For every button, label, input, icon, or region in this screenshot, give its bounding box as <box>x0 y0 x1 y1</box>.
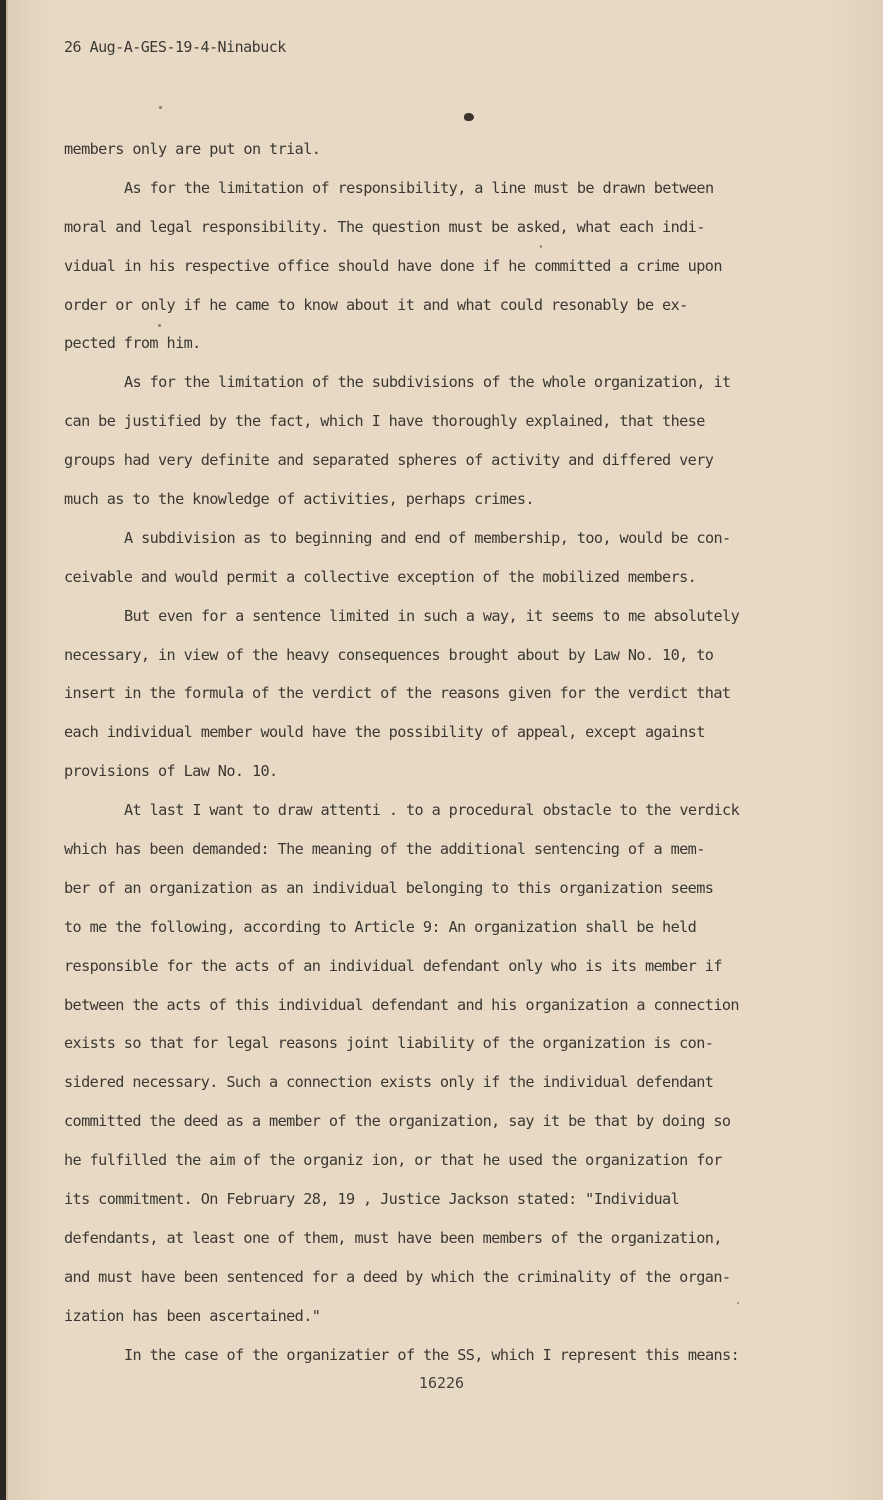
text-line: moral and legal responsibility. The question must be asked, what each indi- <box>64 217 705 236</box>
paper-speck <box>540 245 542 248</box>
text-line: order or only if he came to know about it and what could resonably be ex- <box>64 295 688 314</box>
text-line: committed the deed as a member of the organization, say it be that by doing so <box>64 1112 731 1131</box>
text-line: between the acts of this individual defendant and his organization a connection <box>64 995 739 1014</box>
text-line: But even for a sentence limited in such a way, it seems to me absolutely <box>124 606 740 625</box>
paper-speck <box>159 106 162 109</box>
text-line: and must have been sentenced for a deed by which the criminality of the organ- <box>64 1267 731 1286</box>
text-line: As for the limitation of the subdivisions of the whole organization, it <box>124 373 731 392</box>
text-line: each individual member would have the possibility of appeal, except against <box>64 723 705 742</box>
document-body <box>64 130 824 1375</box>
text-line: As for the limitation of responsibility, a line must be drawn between <box>124 178 714 197</box>
text-line: exists so that for legal reasons joint liability of the organization is con- <box>64 1034 714 1053</box>
text-line: At last I want to draw attenti . to a procedural obstacle to the verdick <box>124 801 740 820</box>
text-line: ceivable and would permit a collective exception of the mobilized members. <box>64 567 697 586</box>
text-line: ber of an organization as an individual belonging to this organization seems <box>64 878 714 897</box>
text-line: sidered necessary. Such a connection exists only if the individual defendant <box>64 1073 714 1092</box>
text-line: ization has been ascertained." <box>64 1306 321 1325</box>
paper-speck <box>158 324 161 327</box>
text-line: responsible for the acts of an individual defendant only who is its member if <box>64 956 722 975</box>
text-line: necessary, in view of the heavy consequences brought about by Law No. 10, to <box>64 645 714 664</box>
text-line: much as to the knowledge of activities, perhaps crimes. <box>64 490 534 509</box>
text-line: provisions of Law No. 10. <box>64 762 278 781</box>
text-line: its commitment. On February 28, 19 , Justice Jackson stated: "Individual <box>64 1190 680 1209</box>
text-line: which has been demanded: The meaning of the additional sentencing of a mem- <box>64 840 705 859</box>
ink-blot <box>464 113 474 121</box>
text-line: members only are put on trial. <box>64 140 321 158</box>
text-line: he fulfilled the aim of the organiz ion, or that he used the organization for <box>64 1151 722 1170</box>
text-line: pected from him. <box>64 334 201 353</box>
text-line: groups had very definite and separated spheres of activity and differed very <box>64 451 714 470</box>
text-line: vidual in his respective office should have done if he committed a crime upon <box>64 256 722 275</box>
text-line: insert in the formula of the verdict of the reasons given for the verdict that <box>64 684 731 703</box>
text-line: In the case of the organizatier of the SS, which I represent this means: <box>124 1345 740 1364</box>
text-line: to me the following, according to Article 9: An organization shall be held <box>64 917 697 936</box>
paper-speck <box>737 1302 739 1304</box>
document-header: 26 Aug-A-GES-19-4-Ninabuck <box>64 38 286 56</box>
text-line: A subdivision as to beginning and end of membership, too, would be con- <box>124 528 731 547</box>
text-line: can be justified by the fact, which I have thoroughly explained, that these <box>64 412 705 431</box>
text-line: defendants, at least one of them, must have been members of the organization, <box>64 1228 722 1247</box>
page-number: 16226 <box>418 1374 465 1392</box>
